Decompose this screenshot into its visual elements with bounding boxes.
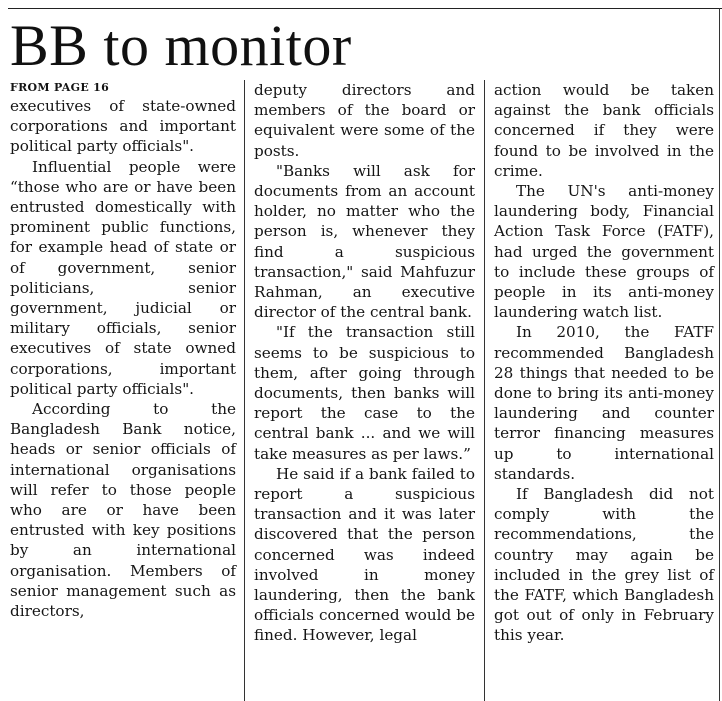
headline: BB to monitor — [10, 13, 352, 78]
continuation-dateline: FROM PAGE 16 — [10, 81, 110, 94]
column-divider — [484, 80, 485, 701]
paragraph: executives of state-owned corporations and important political party officials". — [10, 97, 236, 156]
paragraph: He said if a bank failed to report a suspicious transaction and it was later discovered that the person concerned was indeed involved in money laundering, then the bank officials concerned would be fined. However, legal — [254, 464, 475, 645]
paragraph: action would be taken against the bank officials concerned if they were found to be involved in the crime. — [494, 81, 714, 180]
paragraph: "If the transaction still seems to be suspicious to them, after going through documents, then banks will report the case to the central bank ... and we will take measures as per laws.” — [254, 323, 475, 463]
article-column-3 — [494, 80, 714, 646]
article-column-1 — [10, 80, 236, 621]
paragraph: "Banks will ask for documents from an account holder, no matter who the person is, whenever they find a suspicious transaction," said Mahfuzur Rahman, an executive director of the central bank. — [254, 161, 475, 322]
paragraph: Influential people were “those who are or have been entrusted domestically with prominent public functions, for example head of state or of government, senior politicians, senior government, judicial or military officials, senior executives of state owned corporations, important political party officials". — [10, 157, 236, 398]
top-rule — [8, 8, 722, 9]
column-divider — [244, 80, 245, 701]
paragraph: The UN's anti-money laundering body, Financial Action Task Force (FATF), had urged the government to include these groups of people in its anti-money laundering watch list. — [494, 182, 714, 322]
page-edge-rule — [719, 8, 720, 701]
paragraph: In 2010, the FATF recommended Bangladesh 28 things that needed to be done to bring its anti-money laundering and counter terror financing measures up to international standards. — [494, 323, 714, 483]
article-column-2 — [254, 80, 475, 646]
paragraph: According to the Bangladesh Bank notice, heads or senior officials of international organisations will refer to those people who are or have been entrusted with key positions by an international organisation. Members of senior management such as directors, — [10, 400, 236, 621]
paragraph: deputy directors and members of the board or equivalent were some of the posts. — [254, 81, 475, 160]
paragraph: If Bangladesh did not comply with the recommendations, the country may again be included in the grey list of the FATF, which Bangladesh got out of only in February this year. — [494, 485, 714, 645]
